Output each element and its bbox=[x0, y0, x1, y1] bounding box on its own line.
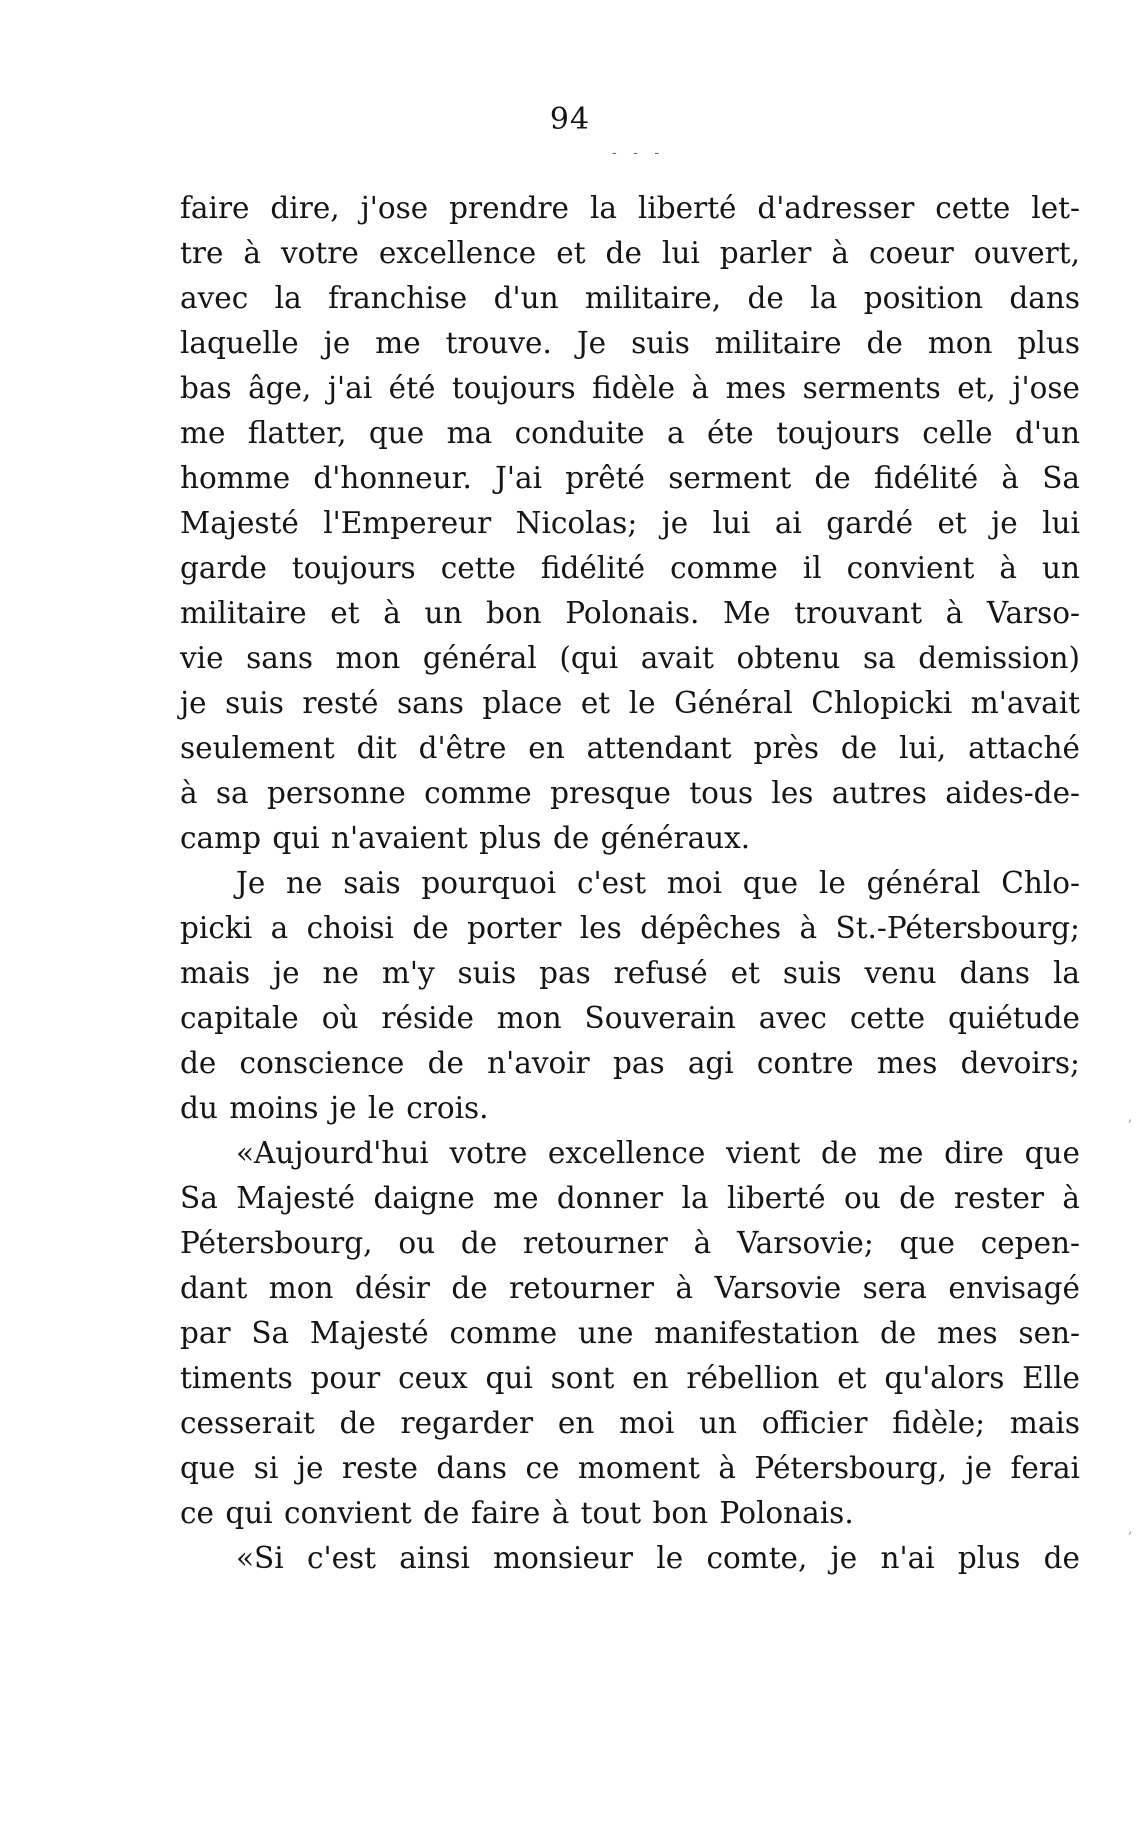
text-line: homme d'honneur. J'ai prêté serment de fidélité à Sa bbox=[180, 461, 1080, 495]
text-line: tre à votre excellence et de lui parler à coeur ouvert, bbox=[180, 236, 1080, 270]
paragraph-start-line: «Si c'est ainsi monsieur le comte, je n'ai plus de bbox=[236, 1541, 1080, 1575]
text-line: avec la franchise d'un militaire, de la position dans bbox=[180, 281, 1080, 315]
text-line: militaire et à un bon Polonais. Me trouvant à Varso- bbox=[180, 596, 1080, 630]
text-line: mais je ne m'y suis pas refusé et suis venu dans la bbox=[180, 956, 1080, 990]
text-line: capitale où réside mon Souverain avec cette quiétude bbox=[180, 1001, 1080, 1035]
text-line: Sa Majesté daigne me donner la liberté ou de rester à bbox=[180, 1181, 1080, 1215]
text-line: Majesté l'Empereur Nicolas; je lui ai gardé et je lui bbox=[180, 506, 1080, 540]
page-number-dashes: - - - bbox=[612, 145, 666, 161]
text-line: faire dire, j'ose prendre la liberté d'adresser cette let- bbox=[180, 191, 1080, 225]
text-line: seulement dit d'être en attendant près de lui, attaché bbox=[180, 731, 1080, 765]
paragraph-end-line: du moins je le crois. bbox=[180, 1091, 489, 1125]
text-line: Pétersbourg, ou de retourner à Varsovie; que cepen- bbox=[180, 1226, 1080, 1260]
text-line: de conscience de n'avoir pas agi contre mes devoirs; bbox=[180, 1046, 1080, 1080]
page-number: 94 bbox=[549, 102, 591, 137]
text-line: à sa personne comme presque tous les autres aides-de- bbox=[180, 776, 1080, 810]
paragraph-end-line: ce qui convient de faire à tout bon Polonais. bbox=[180, 1496, 854, 1530]
text-line: laquelle je me trouve. Je suis militaire de mon plus bbox=[180, 326, 1080, 360]
text-line: vie sans mon général (qui avait obtenu sa demission) bbox=[180, 641, 1080, 675]
text-line: je suis resté sans place et le Général Chlopicki m'avait bbox=[180, 686, 1080, 720]
text-line: picki a choisi de porter les dépêches à St.-Pétersbourg; bbox=[180, 911, 1080, 945]
text-line: par Sa Majesté comme une manifestation de mes sen- bbox=[180, 1316, 1080, 1350]
text-line: dant mon désir de retourner à Varsovie sera envisagé bbox=[180, 1271, 1080, 1305]
paragraph-start-line: Je ne sais pourquoi c'est moi que le général Chlo- bbox=[236, 866, 1080, 900]
body-text bbox=[180, 186, 1080, 1581]
text-line: que si je reste dans ce moment à Pétersbourg, je ferai bbox=[180, 1451, 1080, 1485]
margin-mark: , bbox=[1128, 1109, 1133, 1125]
paragraph-start-line: «Aujourd'hui votre excellence vient de me dire que bbox=[236, 1136, 1080, 1170]
text-line: garde toujours cette fidélité comme il convient à un bbox=[180, 551, 1080, 585]
text-line: bas âge, j'ai été toujours fidèle à mes serments et, j'ose bbox=[180, 371, 1080, 405]
paragraph-end-line: camp qui n'avaient plus de généraux. bbox=[180, 821, 751, 855]
margin-mark: , bbox=[1128, 1521, 1133, 1537]
text-line: me flatter, que ma conduite a éte toujours celle d'un bbox=[180, 416, 1080, 450]
text-line: timents pour ceux qui sont en rébellion et qu'alors Elle bbox=[180, 1361, 1080, 1395]
text-line: cesserait de regarder en moi un officier fidèle; mais bbox=[180, 1406, 1080, 1440]
